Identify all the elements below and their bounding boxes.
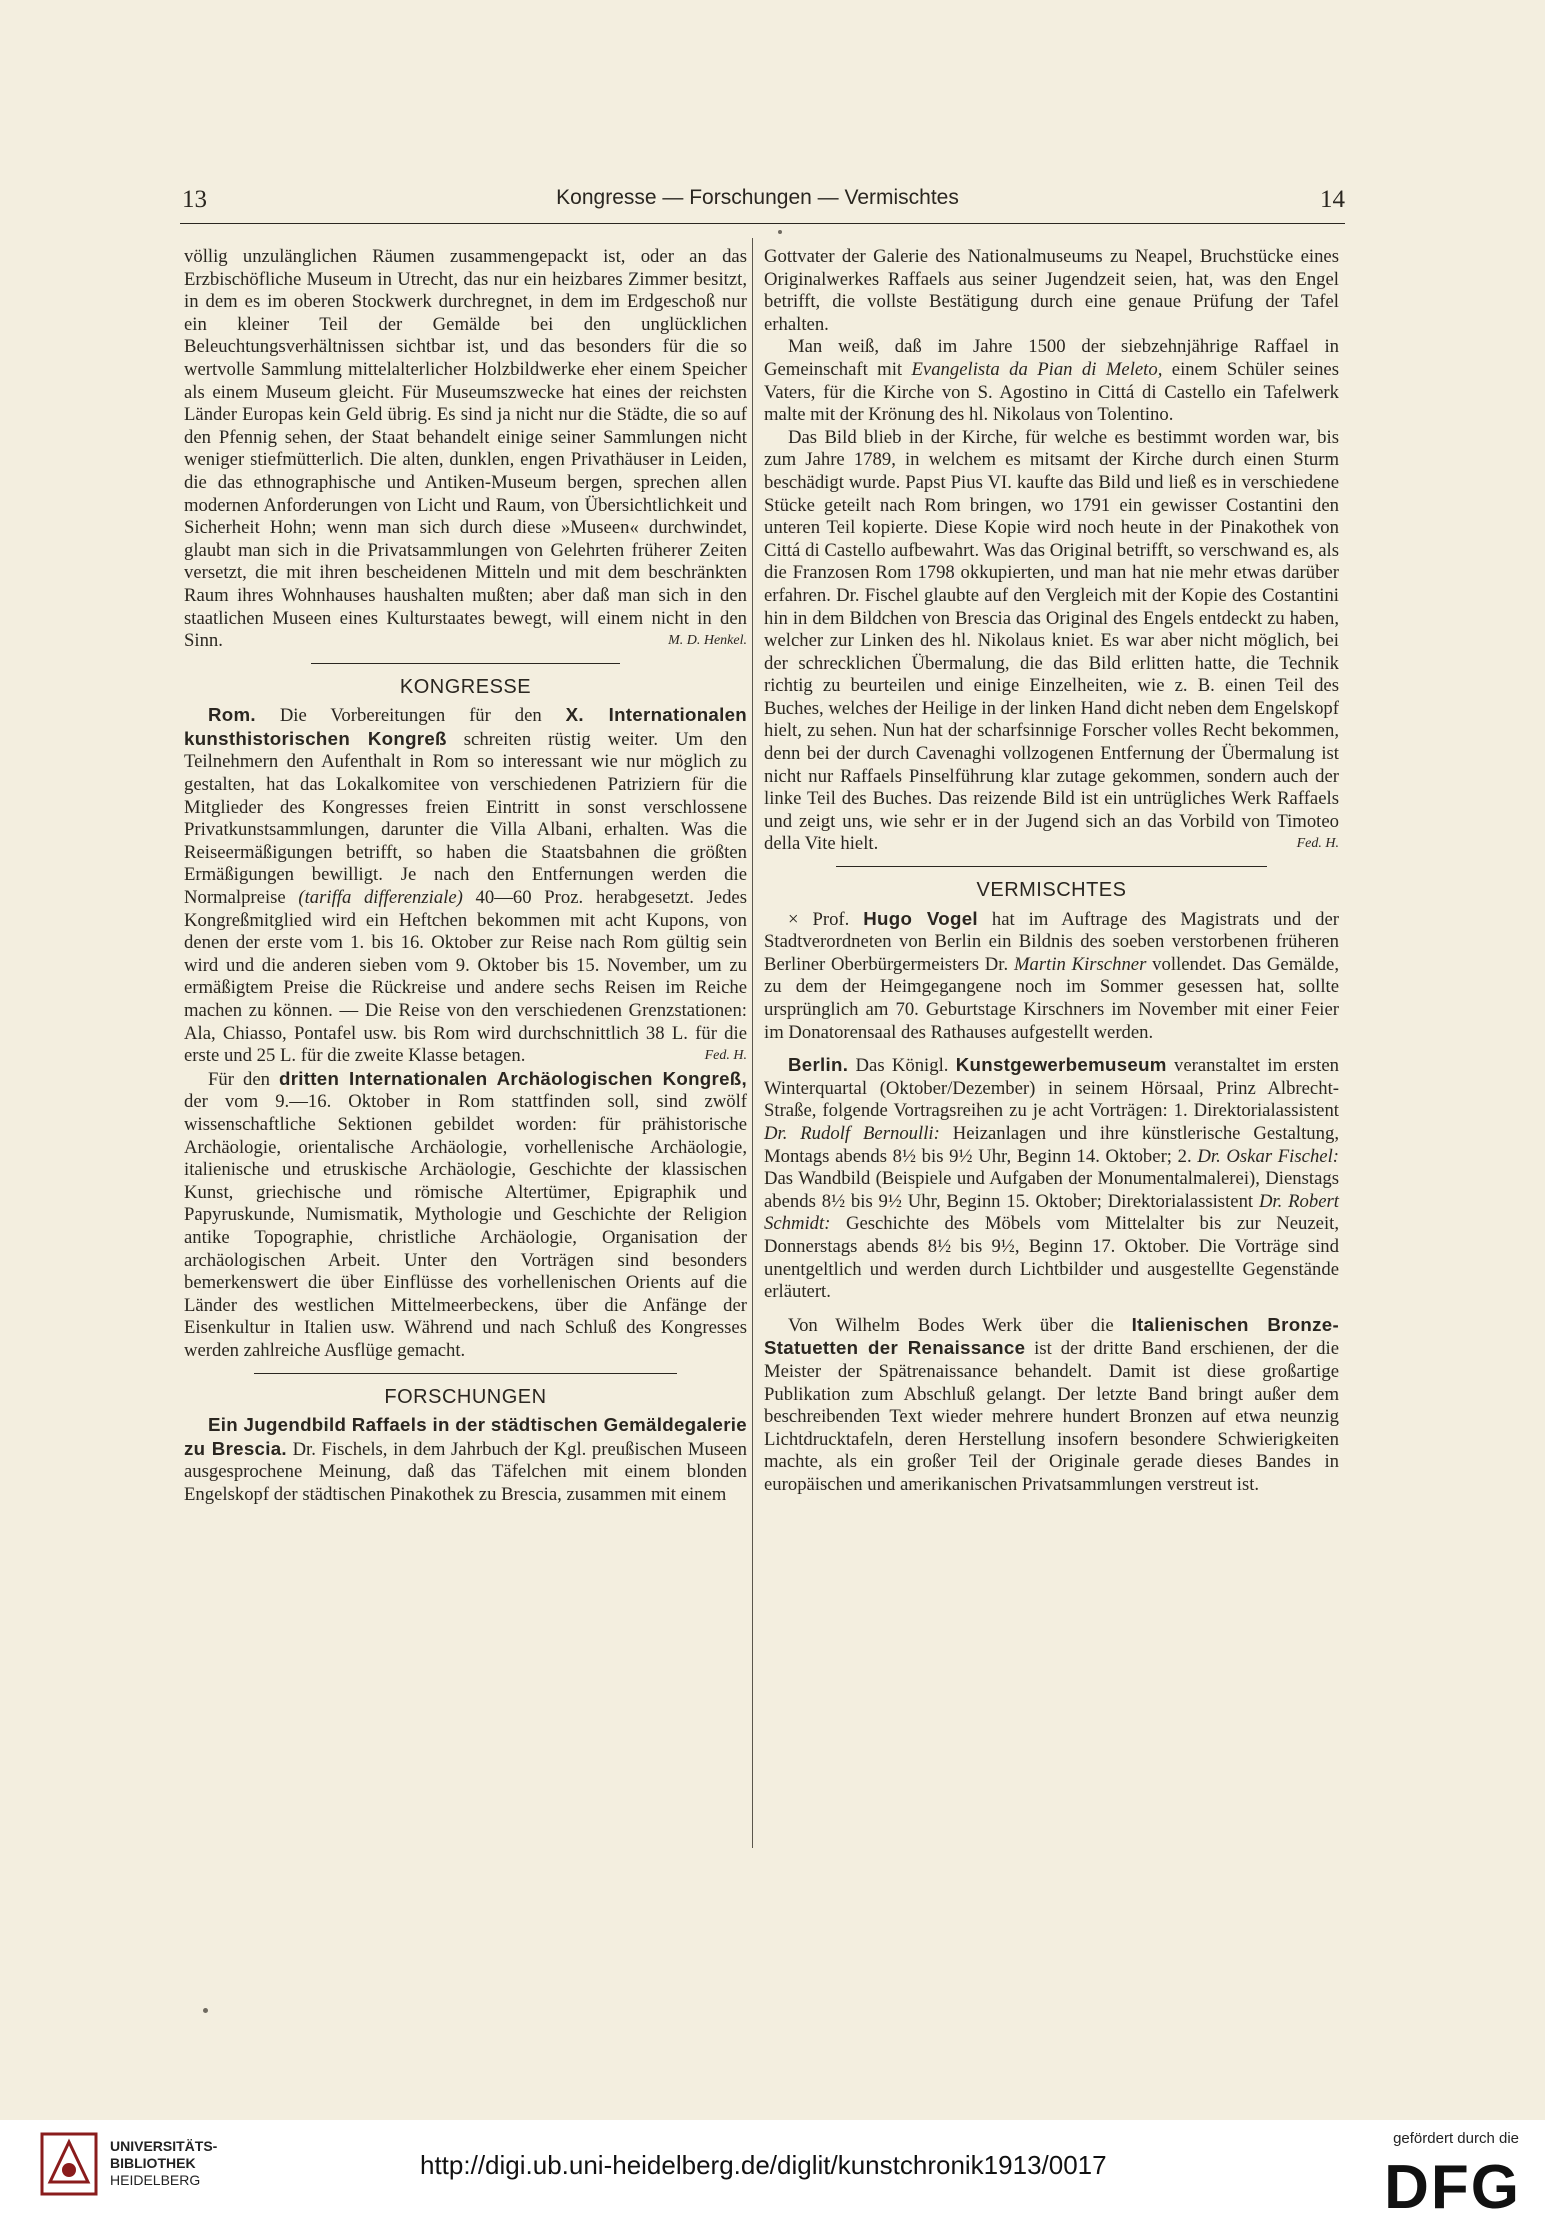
rom-lead: Rom. <box>208 704 256 726</box>
intro-paragraph <box>184 246 747 653</box>
raffael-signature: Fed. H. <box>1296 836 1339 852</box>
arch-paragraph <box>184 1068 747 1363</box>
column-divider <box>752 238 753 1848</box>
vogel-text3: vollendet. Das Gemälde, zu dem der Heimgegangene noch im Sommer gesessen hat, sollte ursprünglich am 70. Geburtstage Kirschners im November mit einer Feier im Donatorensaal des Rathauses aufgestellt werden. <box>764 953 1340 1043</box>
vogel-italic: Martin Kirschner <box>1013 953 1147 975</box>
vermischtes-heading: VERMISCHTES <box>976 879 1127 902</box>
bode-bold: Italienischen Bronze-Statuetten der Renaissance <box>764 1313 1339 1359</box>
rom-bold: X. Internationalen kunsthistorischen Kongreß <box>184 704 748 749</box>
raffael-paragraph <box>184 1414 747 1506</box>
vogel-text1: × Prof. <box>788 908 850 930</box>
berlin-italic-1: Dr. Rudolf Bernoulli: <box>764 1122 940 1144</box>
rom-signature: Fed. H. <box>704 1048 747 1064</box>
page-header <box>170 186 1345 226</box>
berlin-text4: Das Wandbild (Beispiele und Aufgaben der Monumentalmalerei), Dienstags abends 8½ bis 9½ Uhr, Beginn 15. Oktober; Direktorialassistent <box>764 1168 1339 1212</box>
scan-speck <box>203 2008 208 2013</box>
berlin-lead: Berlin. <box>788 1054 849 1076</box>
running-title: Kongresse — Forschungen — Vermischtes <box>556 186 959 209</box>
berlin-text5: Geschichte des Möbels vom Mittelalter bis zur Neuzeit, Donnerstags abends 8½ bis 9½, Beginn 17. Oktober. Die Vorträge sind unentgeltlich und werden durch Lichtbilder und ausgestellte Gegenstände erläutert. <box>764 1213 1340 1303</box>
arch-bold: dritten Internationalen Archäologischen Kongreß, <box>278 1067 747 1089</box>
section-rule <box>254 1373 676 1374</box>
berlin-text2: veranstaltet im ersten Winterquartal (Oktober/Dezember) in seinem Hörsaal, Prinz Albrecht-Straße, folgende Vortragsreihen zu je acht Vorträgen: 1. Direktorialassistent <box>764 1055 1340 1122</box>
section-rule <box>836 866 1267 867</box>
library-line-2: BIBLIOTHEK <box>110 2155 196 2171</box>
rom-paragraph <box>184 704 747 1068</box>
vogel-bold: Hugo Vogel <box>863 907 978 929</box>
dfg-logo: DFG <box>1384 2153 1521 2222</box>
library-line-1: UNIVERSITÄTS- <box>110 2138 218 2154</box>
raffael-p3-text: Das Bild blieb in der Kirche, für welche es bestimmt worden war, bis zum Jahre 1789, in welchem es mitsamt der Kirche durch einen Sturm beschädigt wurde. Papst Pius VI. kaufte das Bild und ließ es in verschiedene Stücke geteilt nach Rom bringen, wo 1791 ein gewisser Costantini den unteren Teil kopierte. Diese Kopie wird noch heute in der Pinakothek von Cittá di Castello aufbewahrt. Was das Original betrifft, so verschwand es, als die Franzosen Rom 1798 okkupierten, und man hat nie mehr etwas darüber erfahren. Dr. Fischel glaubte auf den Vergleich mit der Kopie des Costantini hin in dem Bildchen von Brescia das Original des Engels entdeckt zu haben, welcher zur Linken des hl. Nikolaus kniet. Es war aber nicht möglich, bei der schrecklichen Übermalung, die das Bild erlitten hatte, die Technik richtig zu beurteilen und einige Einzelheiten, wie z. B. einen Teil des Buches, welches der Heilige in der linken Hand dicht neben dem Engelskopf hielt, zu sehen. Nun hat der scharfsinnige Forscher volles Recht bekommen, denn bei der durch Cavenaghi vollzogenen Entfernung der Übermalung ist nicht nur Raffaels Pinselführung klar zutage gekommen, sondern auch der linke Teil des Buches. Das reizende Bild ist ein untrügliches Werk Raffaels und zeigt uns, wie sehr er in der Jugend sich an das Vorbild von Timoteo della Vite hielt. <box>764 426 1339 855</box>
berlin-bold: Kunstgewerbemuseum <box>955 1054 1167 1076</box>
right-column <box>764 246 1339 1496</box>
rom-italic: (tariffa differenziale) <box>298 887 463 909</box>
left-column <box>184 246 747 1506</box>
raffael-bold: Ein Jugendbild Raffaels in der städtischen Gemäldegalerie zu Brescia. <box>184 1414 747 1459</box>
rom-text3: 40—60 Proz. herabgesetzt. Jedes Kongreßmitglied wird ein Heftchen bekommen mit acht Kupons, von denen der erste vom 1. bis 16. Oktober zur Reise nach Rom gültig sein wird und die anderen sieben vom 9. Oktober bis 15. November, um zu ermäßigtem Preise die Rückreise und andere sechs Reisen im Reiche machen zu können. — Die Reise von den verschiedenen Grenzstationen: Ala, Chiasso, Pontafel usw. bis Rom wird durchschnittlich 38 L. für die erste und 25 L. für die zweite Klasse betagen. <box>184 887 747 1067</box>
berlin-italic-3: Dr. Robert Schmidt: <box>764 1190 1339 1235</box>
raffael-paragraph-3 <box>764 427 1339 856</box>
rom-text1: Die Vorbereitungen für den <box>279 705 542 727</box>
bode-text2: ist der dritte Band erschienen, der die Meister der Spätrenaissance behandelt. Damit ist diese großartige Publikation zum Abschluß gelangt. Der letzte Band bringt außer dem beschreibenden Text wieder mehrere hundert Bronzen auf etwa neunzig Lichtdrucktafeln, deren Herstellung insofern besondere Schwierigkeiten machte, als ein großer Teil der Originale gerade dieses Bandes in europäischen und amerikanischen Privatsammlungen verstreut ist. <box>764 1338 1340 1495</box>
section-rule <box>311 663 621 664</box>
scan-speck <box>778 230 782 234</box>
berlin-paragraph <box>764 1054 1339 1304</box>
header-rule <box>180 223 1345 224</box>
dfg-label: gefördert durch die <box>1393 2130 1519 2147</box>
source-url[interactable]: http://digi.ub.uni-heidelberg.de/diglit/kunstchronik1913/0017 <box>420 2150 1107 2180</box>
forschungen-heading: FORSCHUNGEN <box>384 1385 547 1408</box>
page-number-left: 13 <box>182 186 207 213</box>
kongresse-heading: KONGRESSE <box>399 675 532 698</box>
berlin-italic-2: Dr. Oskar Fischel: <box>1197 1145 1339 1167</box>
raffael-text: Dr. Fischels, in dem Jahrbuch der Kgl. preußischen Museen ausgesprochene Meinung, daß das Täfelchen mit einem blonden Engelskopf der städtischen Pinakothek zu Brescia, zusammen mit einem <box>184 1438 747 1505</box>
continuation-paragraph: Gottvater der Galerie des Nationalmuseums zu Neapel, Bruchstücke eines Originalwerkes Raffaels aus seiner Jugendzeit seien, hat, was den Engel betrifft, die vollste Bestätigung durch eine genaue Prüfung der Tafel erhalten. <box>764 246 1339 335</box>
raffael-p2-text1: Man weiß, daß im Jahre 1500 der siebzehnjährige Raffael in Gemeinschaft mit <box>764 336 1339 380</box>
rom-text2: schreiten rüstig weiter. Um den Teilnehmern den Aufenthalt in Rom so interessant wie nur möglich zu gestalten, hat das Lokalkomitee von verschiedenen Patriziern für die Mitglieder des Kongresses freien Eintritt in sonst verschlossene Privatkunstsammlungen, darunter die Villa Albani, erhalten. Was die Reiseermäßigungen betrifft, so haben die Staatsbahnen die größten Ermäßigungen bewilligt. Je nach den Entfernungen werden die Normalpreise <box>184 728 747 909</box>
berlin-text3: Heizanlagen und ihre künstlerische Gestaltung, Montags abends 8½ bis 9½ Uhr, Beginn 14. Oktober; 2. <box>764 1122 1340 1167</box>
digitization-footer <box>0 2120 1545 2228</box>
arch-text2: der vom 9.—16. Oktober in Rom stattfinden soll, sind zwölf wissenschaftliche Sektionen gebildet worden: für prähistorische Archäologie, orientalische Archäologie, vorhellenische Archäologie, italienische und etruskische Archäologie, Geschichte der klassischen Kunst, griechische und römische Altertümer, Epigraphik und Papyruskunde, Numismatik, Mythologie und Geschichte der Religion antike Topographie, christliche Archäologie, Organisation der archäologischen Arbeit. Unter den Vorträgen sind besonders bemerkenswert die über Einflüsse des vorhellenischen Orients auf die Länder des westlichen Mittelmeerbeckens, über die Anfänge der Eisenkultur in Italien usw. Während und nach Schluß des Kongresses werden zahlreiche Ausflüge gemacht. <box>184 1091 747 1361</box>
library-name <box>110 2138 217 2189</box>
raffael-p2-italic: Evangelista da Pian di Meleto, <box>911 358 1163 380</box>
vogel-paragraph <box>764 908 1339 1045</box>
intro-signature: M. D. Henkel. <box>668 633 747 649</box>
raffael-p2-text2: einem Schüler seines Vaters, für die Kirche von S. Agostino in Cittá di Castello ein Tafelwerk malte mit der Krönung des hl. Nikolaus von Tolentino. <box>764 358 1340 426</box>
intro-text: völlig unzulänglichen Räumen zusammengepackt ist, oder an das Erzbischöfliche Museum in Utrecht, das nur ein heizbares Zimmer besitzt, in dem es im oberen Stockwerk durchregnet, in dem im Erdgeschoß nur ein kleiner Teil der Gemälde bei den unglücklichen Beleuchtungsverhältnissen sichtbar ist, und das besonders für die so wertvolle Sammlung mittelalterlicher Holzbildwerke eher einem Speicher als einem Museum gleicht. Für Museumszwecke hat eines der reichsten Länder Europas kein Geld übrig. Es sind ja nicht nur die Städte, die so auf den Pfennig sehen, der Staat behandelt einige seiner Sammlungen nicht weniger stiefmütterlich. Die alten, dunklen, engen Privathäuser in Leiden, die das ethnographische und Antiken-Museum bergen, sprechen allen modernen Anforderungen von Licht und Raum, von Übersichtlichkeit und Sicherheit Hohn; wenn man sich durch diese »Museen« durchwindet, glaubt man sich in die Privatsammlungen von Gelehrten früherer Zeiten versetzt, die mit ihren bescheidenen Mitteln und mit dem beschränkten Raum ihres Wohnhauses haushalten mußten; aber daß man sich in den staatlichen Museen eines Kulturstaates bewegt, will einem nicht in den Sinn. <box>184 246 747 652</box>
berlin-text1: Das Königl. <box>855 1055 949 1077</box>
bode-text1: Von Wilhelm Bodes Werk über die <box>788 1314 1114 1336</box>
university-seal-icon <box>40 2132 98 2196</box>
library-line-3: HEIDELBERG <box>110 2172 201 2188</box>
bode-paragraph <box>764 1314 1339 1497</box>
page-number-right: 14 <box>1320 186 1345 213</box>
arch-text1: Für den <box>208 1068 270 1090</box>
vogel-text2: hat im Auftrage des Magistrats und der Stadtverordneten von Berlin ein Bildnis des soeben verstorbenen früheren Berliner Oberbürgermeisters Dr. <box>764 908 1339 975</box>
raffael-paragraph-2 <box>764 336 1339 426</box>
